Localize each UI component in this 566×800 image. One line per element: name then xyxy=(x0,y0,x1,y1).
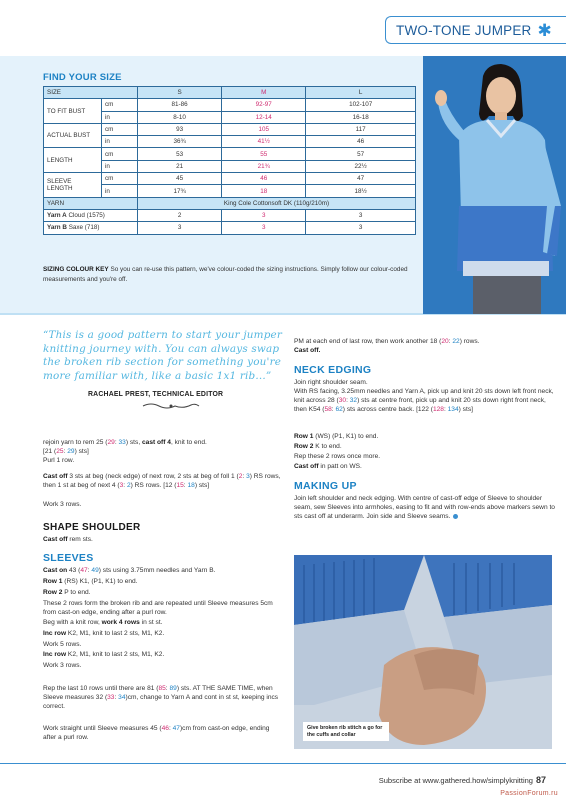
unit-cell: cm xyxy=(102,99,138,111)
table-row xyxy=(44,209,416,221)
instruction-paragraph: Beg with a knit row, work 4 rows in st st. xyxy=(43,619,163,626)
sizing-colour-key: SIZING COLOUR KEY So you can re-use this pattern, we've colour-coded the sizing instructions. Simply follow our colour-coded measurements and you're off. xyxy=(43,266,408,283)
value-cell: 93 xyxy=(138,123,222,135)
instruction-paragraph: Work straight until Sleeve measures 45 (46: 47)cm from cast-on edge, ending after a purl row. xyxy=(43,725,270,742)
row-label: ACTUAL BUST xyxy=(44,123,102,148)
unit-cell: cm xyxy=(102,173,138,185)
instruction-paragraph: Cast off rem sts. xyxy=(43,536,93,543)
instruction-paragraph: Join right shoulder seam. xyxy=(294,379,368,386)
yarn-header-row xyxy=(44,197,416,209)
unit-cell: in xyxy=(102,111,138,123)
find-your-size-title: FIND YOUR SIZE xyxy=(43,72,122,83)
yarn-b-label: Yarn B Saxe (718) xyxy=(44,222,138,234)
cuff-detail-photo xyxy=(294,555,552,749)
instruction-paragraph: Row 2 P to end. xyxy=(43,589,91,596)
page-header-tab xyxy=(385,16,566,44)
photo-caption: Give broken rib stitch a go for the cuffs and collar xyxy=(303,722,389,741)
value-cell: 3 xyxy=(222,209,306,221)
subscribe-link[interactable]: Subscribe at www.gathered.how/simplyknitting xyxy=(378,776,533,785)
asterisk-star-icon: ✱ xyxy=(537,20,552,40)
size-label: SIZE xyxy=(44,87,138,99)
value-cell: 18 xyxy=(222,185,306,197)
value-cell: 53 xyxy=(138,148,222,160)
instruction-paragraph: Cast off 3 sts at beg (neck edge) of next row, 2 sts at beg of foll 1 (2: 3) RS rows, then 1 st at beg of next 4 (3: 2) RS rows. [12 (15: 18) sts] xyxy=(43,473,281,490)
value-cell: 57 xyxy=(306,148,416,160)
row-label: SLEEVE LENGTH xyxy=(44,173,102,198)
size-header-row xyxy=(44,87,416,99)
value-cell: 105 xyxy=(222,123,306,135)
value-cell: 17¾ xyxy=(138,185,222,197)
instruction-paragraph: Purl 1 row. xyxy=(43,457,75,464)
flourish-ornament xyxy=(141,401,201,411)
value-cell: 2 xyxy=(138,209,222,221)
value-cell: 47 xyxy=(306,173,416,185)
value-cell: 45 xyxy=(138,173,222,185)
table-row xyxy=(44,173,416,185)
yarn-label: YARN xyxy=(44,197,138,209)
value-cell: 3 xyxy=(306,222,416,234)
value-cell: 117 xyxy=(306,123,416,135)
making-up-heading: MAKING UP xyxy=(294,480,357,492)
row-label: TO FIT BUST xyxy=(44,99,102,124)
instruction-paragraph: With RS facing, 3.25mm needles and Yarn A, pick up and knit 20 sts down left front neck, knit across 28 (30: 32) sts at centre front, pick up and knit 20 sts down right front neck, then K54 (58: 62) sts across centre back. [122 (128: 134) sts] xyxy=(294,388,554,414)
pull-quote: “This is a good pattern to start your jumper knitting journey with. You can always swap the broken rib section for something you're more familiar with, like a basic 1x1 rib...” xyxy=(43,329,283,382)
unit-cell: cm xyxy=(102,148,138,160)
instruction-paragraph: Join left shoulder and neck edging. With centre of cast-off edge of Sleeve to shoulder seam, sew Sleeves into armholes, easing to fit and with row-ends above markers sewn to sts cast off at underarm. Join side and Sleeve seams. xyxy=(294,495,555,521)
instruction-paragraph: Inc row K2, M1, knit to last 2 sts, M1, K2. xyxy=(43,651,165,658)
yarn-a-label: Yarn A Cloud (1575) xyxy=(44,209,138,221)
table-row xyxy=(44,123,416,135)
value-cell: 18½ xyxy=(306,185,416,197)
value-cell: 41½ xyxy=(222,136,306,148)
unit-cell: cm xyxy=(102,123,138,135)
model-photo xyxy=(423,56,566,314)
value-cell: 16-18 xyxy=(306,111,416,123)
value-cell: 3 xyxy=(222,222,306,234)
end-mark-icon xyxy=(453,514,458,519)
pattern-title: TWO-TONE JUMPER xyxy=(396,22,532,38)
value-cell: 22½ xyxy=(306,160,416,172)
instruction-paragraph: Inc row K2, M1, knit to last 2 sts, M1, K2. xyxy=(43,630,165,637)
instruction-paragraph: Row 1 (WS) (P1, K1) to end. xyxy=(294,433,379,440)
size-table xyxy=(43,86,416,235)
unit-cell: in xyxy=(102,136,138,148)
value-cell: 3 xyxy=(138,222,222,234)
instruction-paragraph: Work 3 rows. xyxy=(43,662,82,669)
instruction-paragraph: Cast on 43 (47: 49) sts using 3.75mm needles and Yarn B. xyxy=(43,567,216,574)
quote-author: RACHAEL PREST, TECHNICAL EDITOR xyxy=(88,391,224,398)
instruction-paragraph: PM at each end of last row, then work another 18 (20: 22) rows. xyxy=(294,338,480,345)
watermark: PassionForum.ru xyxy=(500,790,558,797)
value-cell: 8-10 xyxy=(138,111,222,123)
instruction-paragraph: Rep the last 10 rows until there are 81 (85: 89) sts. AT THE SAME TIME, when Sleeve measures 32 (33: 34)cm, change to Yarn A and cont in st st, keeping incs correct. xyxy=(43,685,279,711)
value-cell: 21 xyxy=(138,160,222,172)
instruction-paragraph: rejoin yarn to rem 25 (29: 33) sts, cast off 4, knit to end. xyxy=(43,439,207,446)
page-number: 87 xyxy=(535,775,546,785)
value-cell: 36¾ xyxy=(138,136,222,148)
value-cell: 102-107 xyxy=(306,99,416,111)
instruction-paragraph: Cast off in patt on WS. xyxy=(294,463,362,470)
size-s: S xyxy=(138,87,222,99)
table-row xyxy=(44,148,416,160)
instruction-paragraph: Work 5 rows. xyxy=(43,641,82,648)
instruction-paragraph: Cast off. xyxy=(294,347,321,354)
yarn-name: King Cole Cottonsoft DK (110g/210m) xyxy=(138,197,416,209)
shape-shoulder-heading: SHAPE SHOULDER xyxy=(43,522,141,533)
table-row xyxy=(44,222,416,234)
instruction-paragraph: Rep these 2 rows once more. xyxy=(294,453,381,460)
table-row xyxy=(44,99,416,111)
footer xyxy=(379,775,546,785)
unit-cell: in xyxy=(102,185,138,197)
neck-edging-heading: NECK EDGING xyxy=(294,364,372,376)
value-cell: 81-86 xyxy=(138,99,222,111)
size-l: L xyxy=(306,87,416,99)
sleeves-heading: SLEEVES xyxy=(43,552,94,564)
instruction-paragraph: Row 2 K to end. xyxy=(294,443,342,450)
unit-cell: in xyxy=(102,160,138,172)
row-label: LENGTH xyxy=(44,148,102,173)
value-cell: 92-97 xyxy=(222,99,306,111)
value-cell: 46 xyxy=(222,173,306,185)
value-cell: 3 xyxy=(306,209,416,221)
instruction-paragraph: Work 3 rows. xyxy=(43,501,82,508)
value-cell: 21¾ xyxy=(222,160,306,172)
size-m: M xyxy=(222,87,306,99)
value-cell: 12-14 xyxy=(222,111,306,123)
value-cell: 46 xyxy=(306,136,416,148)
instruction-paragraph: Row 1 (RS) K1, (P1, K1) to end. xyxy=(43,578,138,585)
instruction-paragraph: [21 (25: 29) sts] xyxy=(43,448,89,455)
footer-divider xyxy=(0,763,566,764)
value-cell: 55 xyxy=(222,148,306,160)
instruction-paragraph: These 2 rows form the broken rib and are repeated until Sleeve measures 5cm from cast-on edge, ending after a purl row. xyxy=(43,600,273,617)
